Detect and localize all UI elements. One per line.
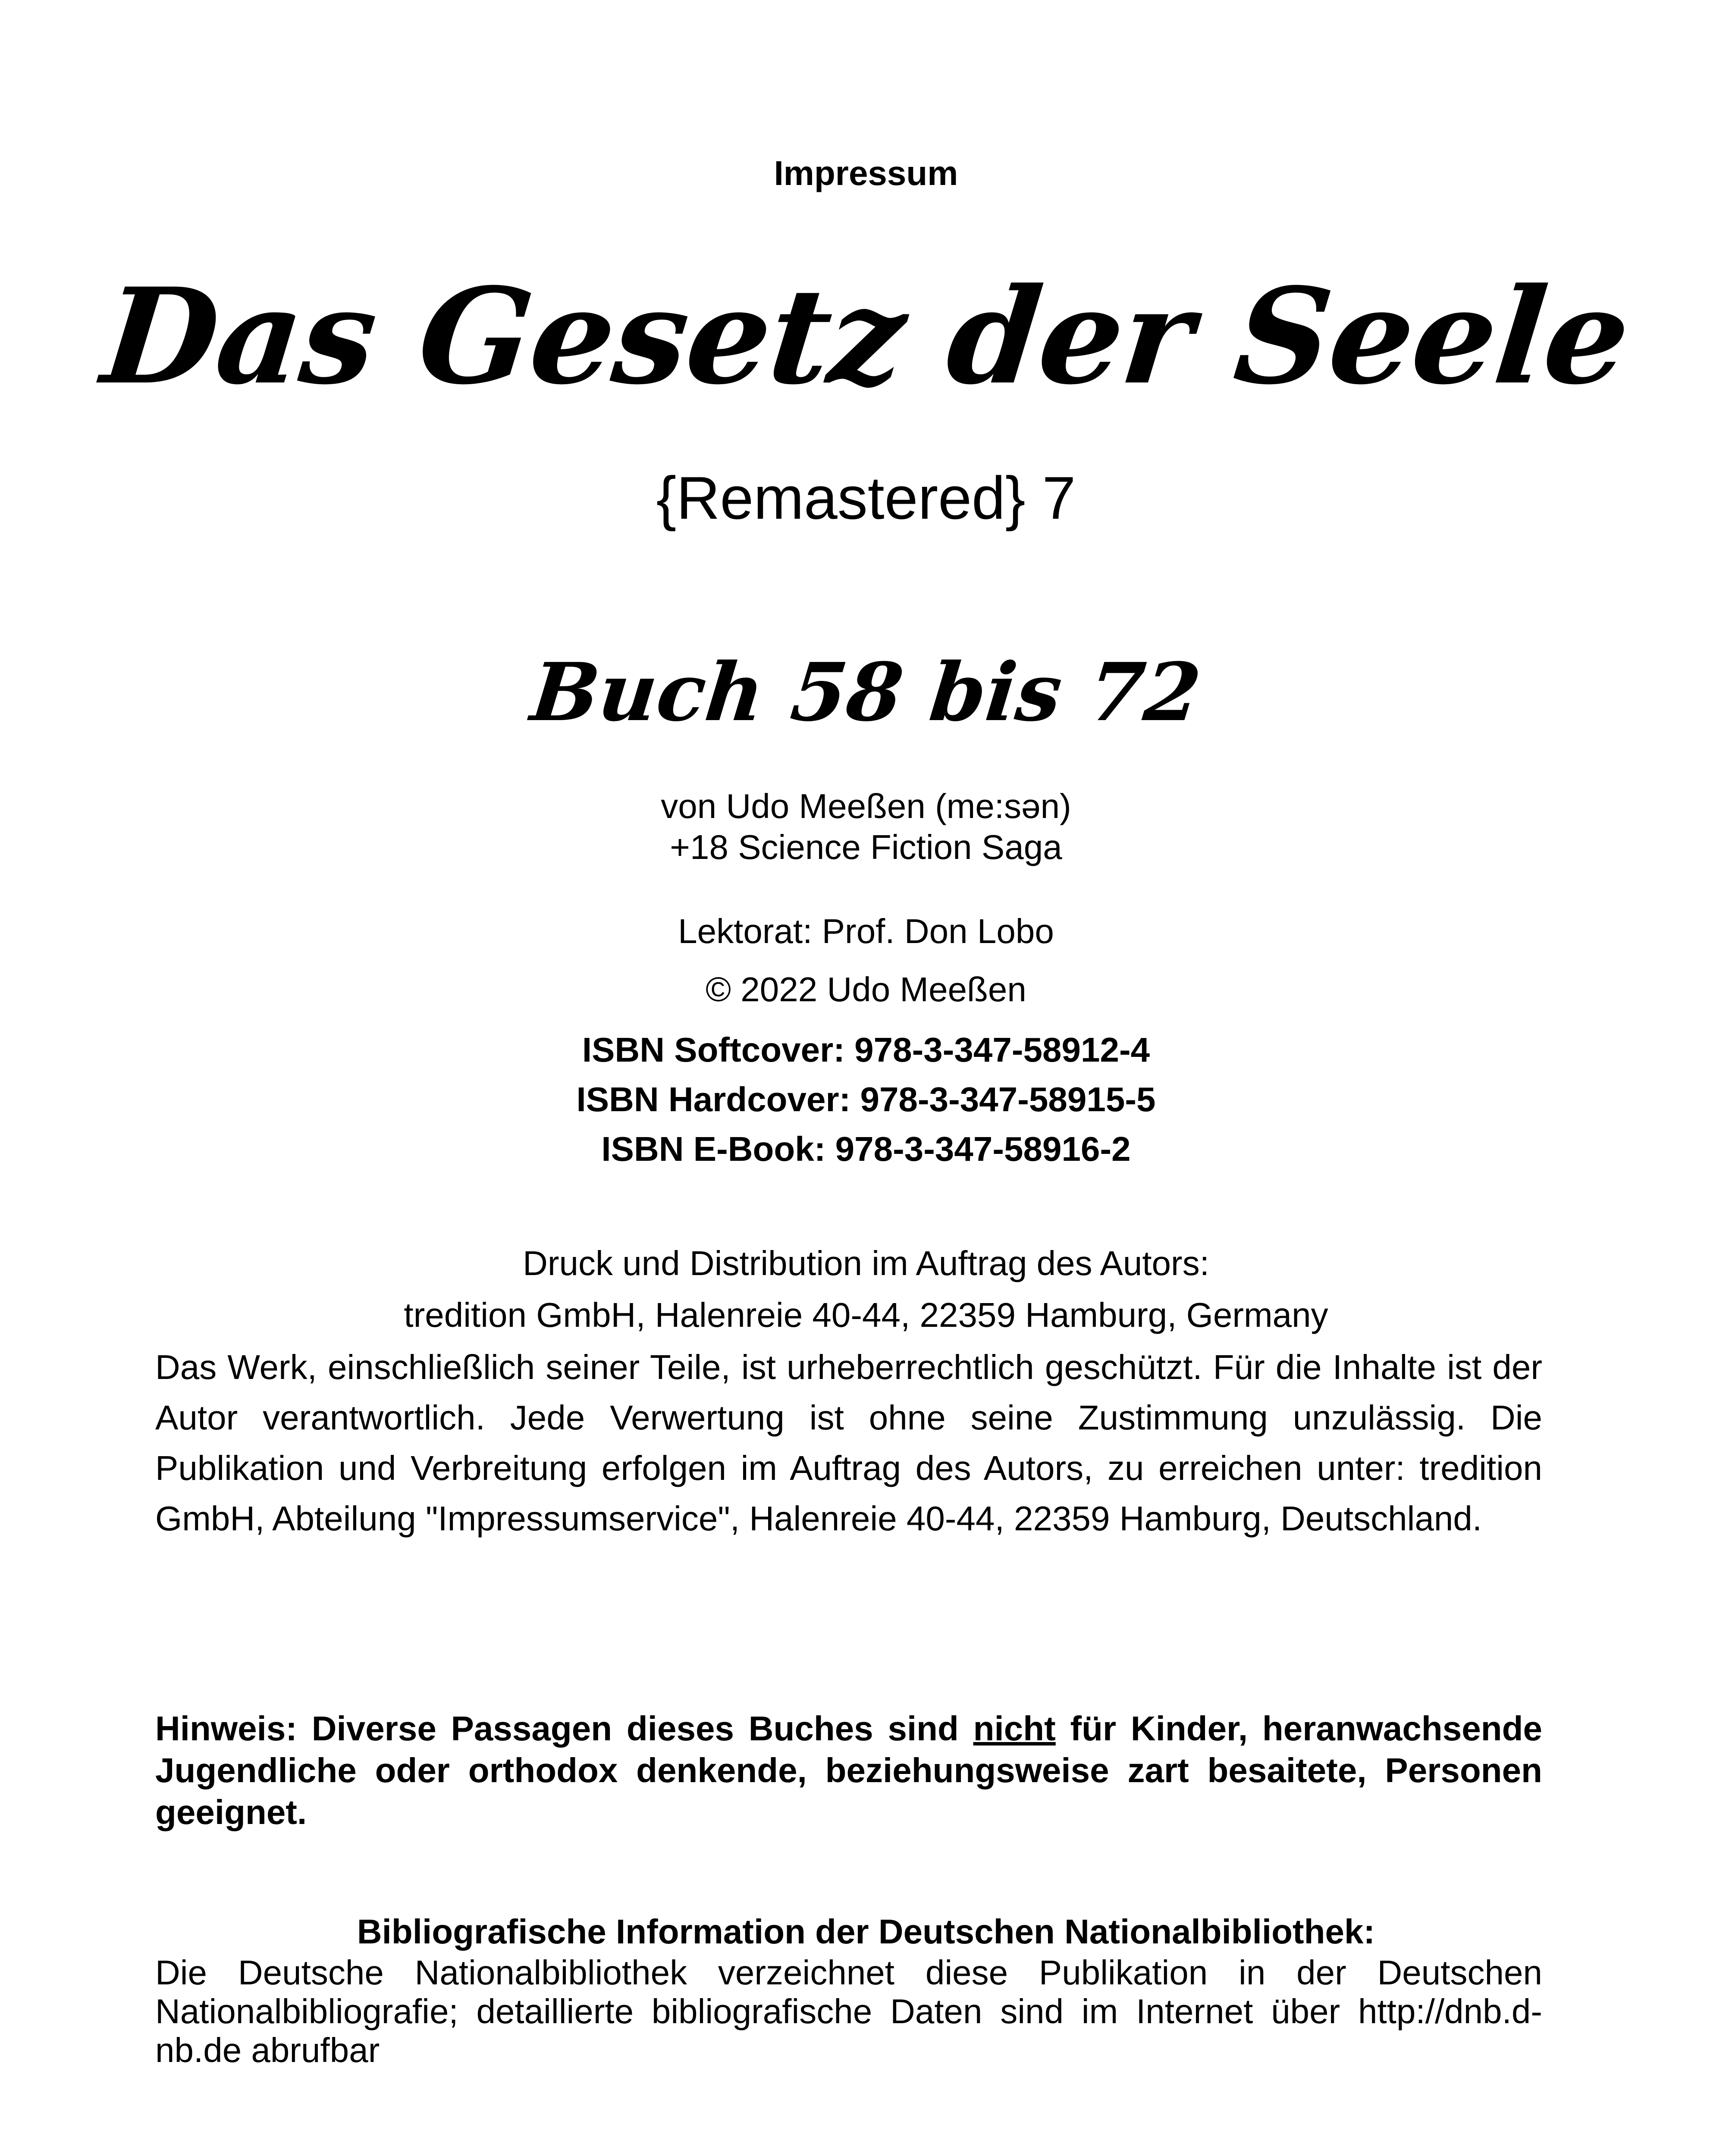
notice-text-end: für Kinder, heranwachsende Jugendliche oder orthodox denkende, beziehungsweise zart besaitete, Personen geeignet. <box>155 1709 1542 1831</box>
isbn-ebook: ISBN E-Book: 978-3-347-58916-2 <box>601 1130 1131 1168</box>
page-heading: Impressum <box>774 154 958 192</box>
publisher-address-line: tredition GmbH, Halenreie 40-44, 22359 Hamburg, Germany <box>404 1296 1328 1334</box>
book-range: Buch 58 bis 72 <box>527 645 1205 739</box>
isbn-softcover: ISBN Softcover: 978-3-347-58912-4 <box>582 1031 1150 1069</box>
content-notice <box>155 1708 1542 1833</box>
author-line: von Udo Meeßen (me:sən) <box>661 787 1071 825</box>
book-subtitle: {Remastered} 7 <box>656 464 1076 532</box>
print-distribution-line: Druck und Distribution im Auftrag des Autors: <box>523 1244 1209 1282</box>
isbn-hardcover: ISBN Hardcover: 978-3-347-58915-5 <box>576 1080 1156 1119</box>
bibliographic-info-title: Bibliografische Information der Deutschen Nationalbibliothek: <box>357 1912 1375 1951</box>
genre-line: +18 Science Fiction Saga <box>670 828 1062 866</box>
editor-line: Lektorat: Prof. Don Lobo <box>678 912 1054 950</box>
notice-text-start: Hinweis: Diverse Passagen dieses Buches sind <box>155 1709 973 1748</box>
book-title: Das Gesetz der Seele <box>96 259 1636 414</box>
copyright-line: © 2022 Udo Meeßen <box>706 970 1026 1009</box>
copyright-paragraph: Das Werk, einschließlich seiner Teile, ist urheberrechtlich geschützt. Für die Inhalte ist der Autor verantwortlich. Jede Verwertung ist ohne seine Zustimmung unzulässig. Die Publikation und Verbreitung erfolgen im Auftrag des Autors, zu erreichen unter: tredition GmbH, Abteilung "Impressumservice", Halenreie 40-44, 22359 Hamburg, Deutschland. <box>155 1348 1542 1538</box>
notice-emphasis: nicht <box>973 1709 1056 1748</box>
bibliographic-info-text: Die Deutsche Nationalbibliothek verzeichnet diese Publikation in der Deutschen Nationalbibliografie; detaillierte bibliografische Daten sind im Internet über http://dnb.d-nb.de abrufbar <box>155 1953 1542 2069</box>
